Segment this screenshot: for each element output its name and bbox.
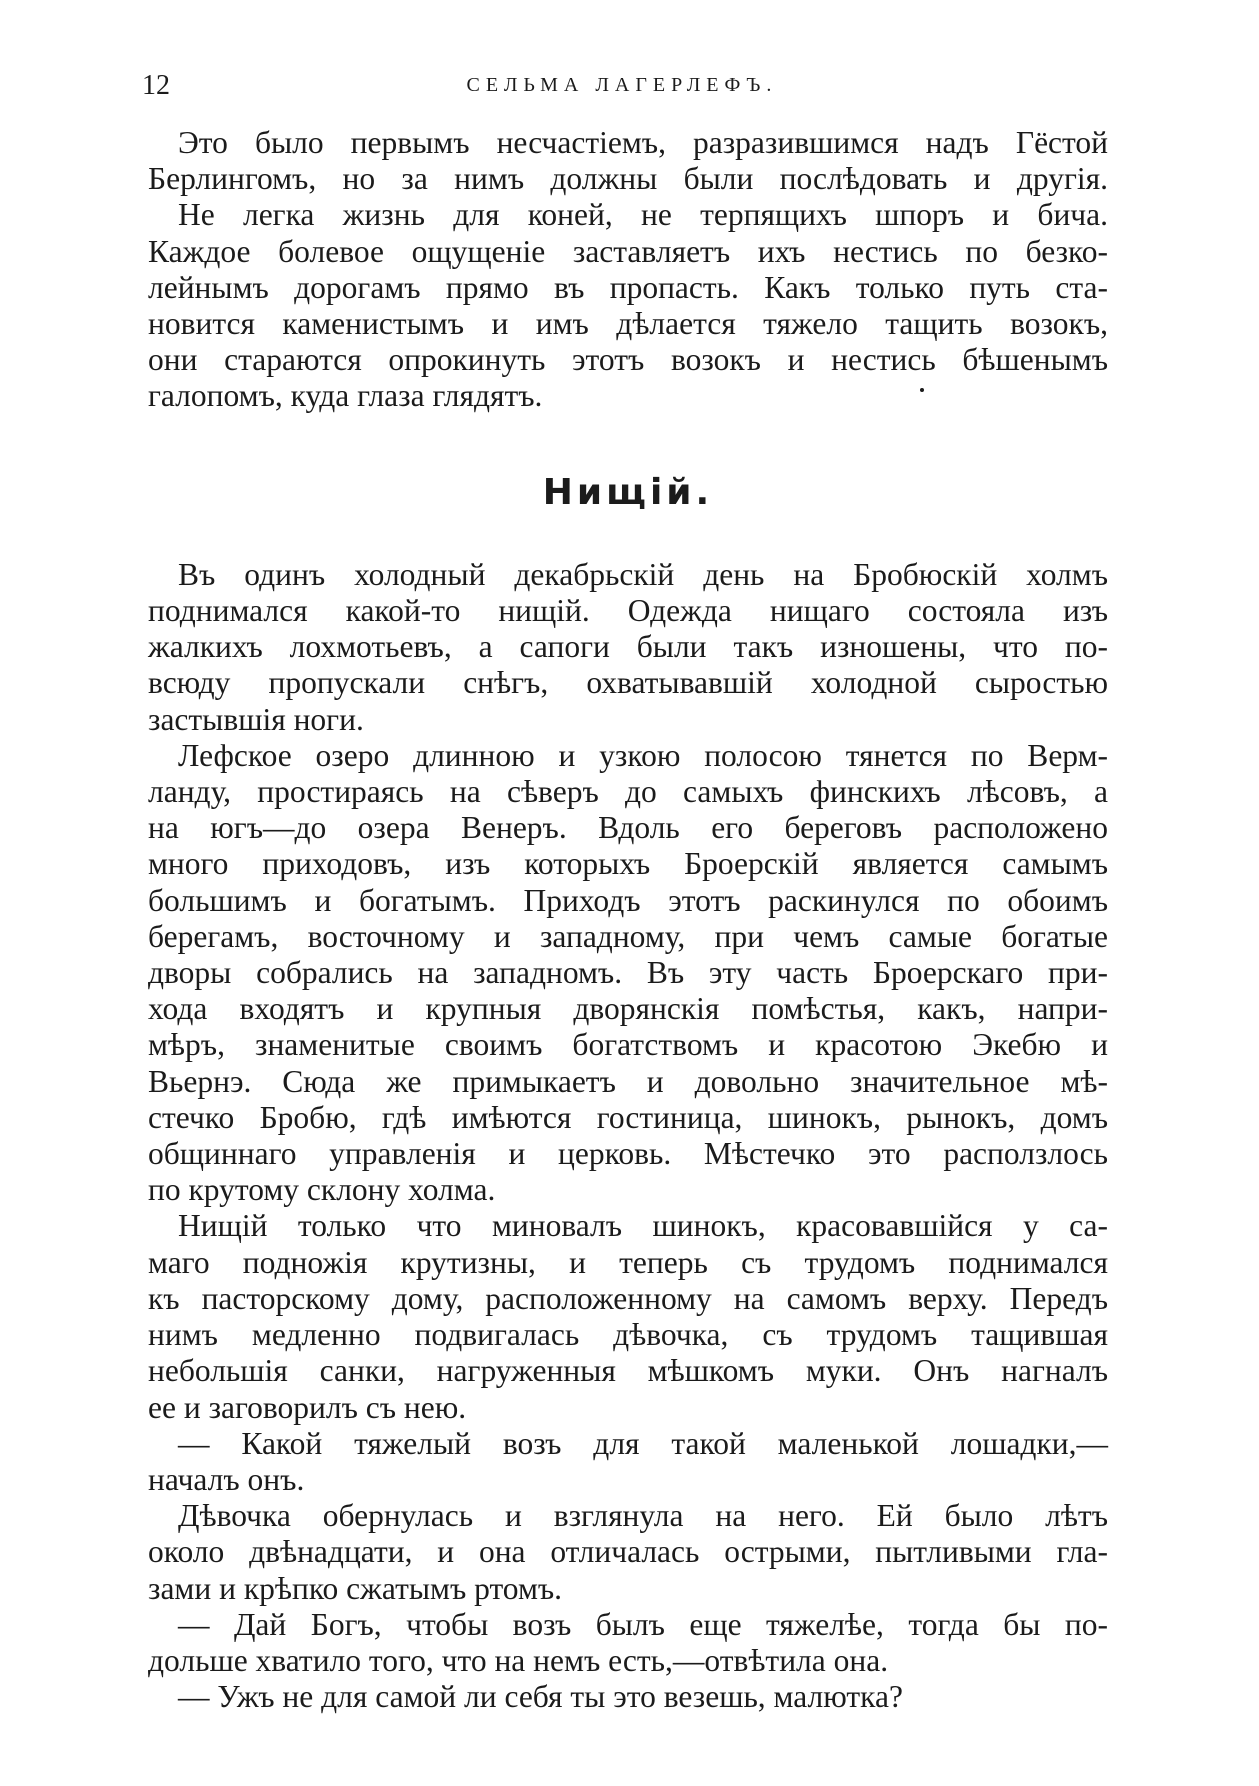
text-line: Дѣвочка обернулась и взглянула на него. Ей было лѣтъ bbox=[178, 1498, 1108, 1534]
text-line: общиннаго управленія и церковь. Мѣстечко это расползлось bbox=[148, 1136, 1108, 1172]
paragraph bbox=[148, 1498, 1108, 1607]
print-speck bbox=[920, 388, 924, 392]
text-line: на югъ—до озера Венеръ. Вдоль его береговъ расположено bbox=[148, 810, 1108, 846]
paragraph bbox=[148, 1208, 1108, 1425]
text-line: поднимался какой-то нищій. Одежда нищаго состояла изъ bbox=[148, 593, 1108, 629]
text-line: жалкихъ лохмотьевъ, а сапоги были такъ изношены, что по- bbox=[148, 629, 1108, 665]
paragraph-continued bbox=[148, 125, 1108, 415]
chapter-title: Нищій. bbox=[542, 471, 714, 513]
text-line: ланду, простираясь на сѣверъ до самыхъ финскихъ лѣсовъ, а bbox=[148, 774, 1108, 810]
text-line: ее и заговорилъ съ нею. bbox=[148, 1389, 467, 1425]
text-line: дворы собрались на западномъ. Въ эту часть Броерскаго при- bbox=[148, 955, 1108, 991]
text-line: галопомъ, куда глаза глядятъ. bbox=[148, 378, 543, 414]
text-line: началъ онъ. bbox=[148, 1461, 305, 1497]
text-line: Каждое болевое ощущеніе заставляетъ ихъ нестись по безко- bbox=[148, 233, 1108, 269]
text-line: лейнымъ дорогамъ прямо въ пропасть. Какъ только путь ста- bbox=[148, 269, 1108, 305]
text-line: — Дай Богъ, чтобы возъ былъ еще тяжелѣе, тогда бы по- bbox=[178, 1606, 1108, 1642]
text-line: около двѣнадцати, и она отличалась острыми, пытливыми гла- bbox=[148, 1534, 1108, 1570]
text-line: Не легка жизнь для коней, не терпящихъ шпоръ и бича. bbox=[178, 197, 1108, 233]
text-line: къ пасторскому дому, расположенному на самомъ верху. Передъ bbox=[148, 1280, 1108, 1316]
text-line: Лефское озеро длинною и узкою полосою тянется по Верм- bbox=[178, 737, 1108, 773]
text-line: нимъ медленно подвигалась дѣвочка, съ трудомъ тащившая bbox=[148, 1317, 1108, 1353]
text-line: большимъ и богатымъ. Приходъ этотъ раскинулся по обоимъ bbox=[148, 882, 1108, 918]
text-line: — Ужъ не для самой ли себя ты это везешь, малютка? bbox=[178, 1679, 903, 1715]
text-line: новится каменистымъ и имъ дѣлается тяжело тащить возокъ, bbox=[148, 306, 1108, 342]
paragraph bbox=[148, 1679, 1108, 1715]
paragraph bbox=[148, 557, 1108, 738]
page-number: 12 bbox=[142, 70, 170, 101]
text-line: застывшія ноги. bbox=[148, 701, 364, 737]
text-line: Нищій только что миновалъ шинокъ, красовавшійся у са- bbox=[178, 1208, 1108, 1244]
running-head: СЕЛЬМА ЛАГЕРЛЕФЪ. bbox=[466, 74, 778, 96]
paragraph bbox=[148, 738, 1108, 1209]
text-line: Вьернэ. Сюда же примыкаетъ и довольно значительное мѣ- bbox=[148, 1063, 1108, 1099]
text-line: маго подножія крутизны, и теперь съ трудомъ поднимался bbox=[148, 1244, 1108, 1280]
text-line: мѣръ, знаменитые своимъ богатствомъ и красотою Экебю и bbox=[148, 1027, 1108, 1063]
text-line: небольшія санки, нагруженныя мѣшкомъ муки. Онъ нагналъ bbox=[148, 1353, 1108, 1389]
text-line: берегамъ, восточному и западному, при чемъ самые богатые bbox=[148, 918, 1108, 954]
text-line: всюду пропускали снѣгъ, охватывавшій холодной сыростью bbox=[148, 665, 1108, 701]
text-line: — Какой тяжелый возъ для такой маленькой лошадки,— bbox=[178, 1425, 1108, 1461]
text-line: много приходовъ, изъ которыхъ Броерскій является самымъ bbox=[148, 846, 1108, 882]
text-line: они стараются опрокинуть этотъ возокъ и нестись бѣшенымъ bbox=[148, 342, 1108, 378]
text-line: зами и крѣпко сжатымъ ртомъ. bbox=[148, 1570, 563, 1606]
body-text bbox=[148, 125, 1108, 1715]
page-header bbox=[142, 70, 1102, 110]
text-line: по крутому склону холма. bbox=[148, 1172, 496, 1208]
paragraph bbox=[148, 1426, 1108, 1498]
text-line: Въ одинъ холодный декабрьскій день на Бробюскій холмъ bbox=[178, 556, 1108, 592]
text-line: Это было первымъ несчастіемъ, разразившимся надъ Гёстой bbox=[178, 125, 1108, 160]
text-line: хода входятъ и крупныя дворянскія помѣстья, какъ, напри- bbox=[148, 991, 1108, 1027]
text-line: Берлингомъ, но за нимъ должны были послѣдовать и другія. bbox=[148, 161, 1108, 197]
text-line: стечко Бробю, гдѣ имѣются гостиница, шинокъ, рынокъ, домъ bbox=[148, 1099, 1108, 1135]
paragraph bbox=[148, 1607, 1108, 1679]
text-line: дольше хватило того, что на немъ есть,—отвѣтила она. bbox=[148, 1642, 889, 1678]
